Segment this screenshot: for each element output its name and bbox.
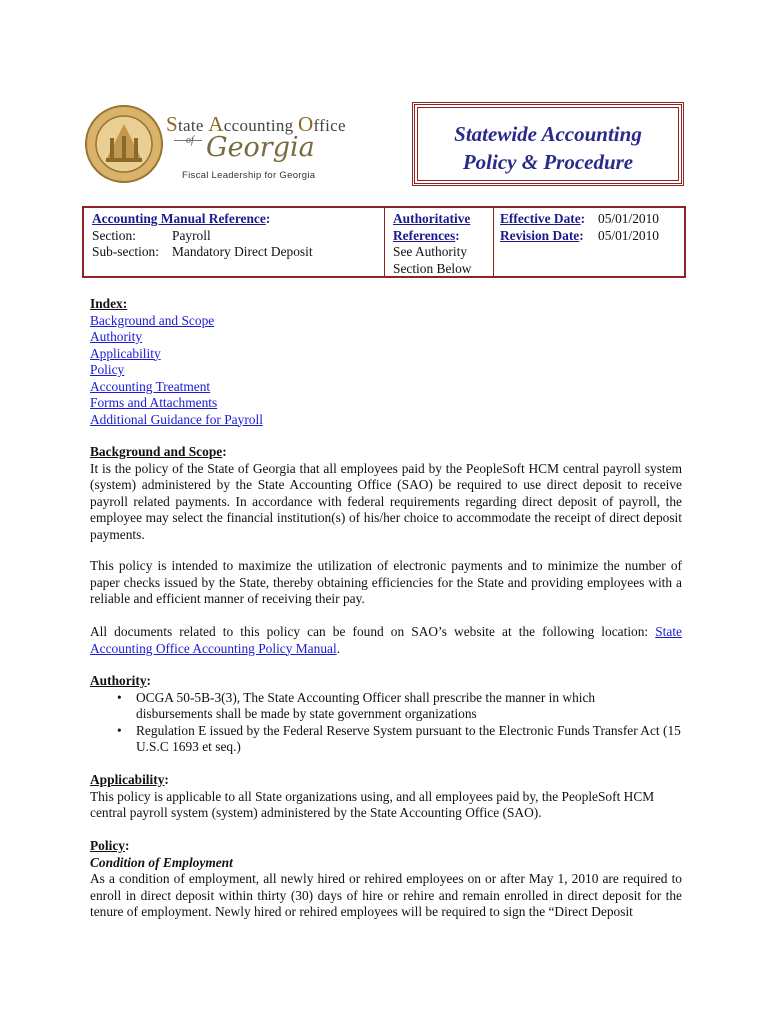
manual-reference-cell: Accounting Manual Reference: Section: Payroll Sub-section: Mandatory Direct Deposit xyxy=(92,211,313,259)
policy-section: Policy: Condition of Employment As a condition of employment, all newly hired or rehired employees on or after May 1, 2010 are required to enroll in direct deposit within thirty (30) days of hire or rehire and remain enrolled in direct deposit for the tenure of employment. Newly hired or rehired employees will be required to sign the “Direct Deposit xyxy=(90,838,682,919)
authoritative-references-cell: Authoritative References: See Authority Section Below xyxy=(384,208,494,276)
background-section: Background and Scope: It is the policy of the State of Georgia that all employees paid by the PeopleSoft HCM central payroll system (system) administered by the State Accounting Office (SAO) be required to use direct deposit to receive payroll related payments. In accordance with federal requirements regarding direct deposit of payroll, the employee may select the financial institution(s) of his/her choice to accommodate the receipt of direct deposit payments. xyxy=(90,444,682,542)
effective-date-label: Effective Date xyxy=(500,211,581,226)
section-value: Payroll xyxy=(172,227,211,243)
index-link-accounting-treatment[interactable]: Accounting Treatment xyxy=(90,378,211,394)
index-heading: Index: xyxy=(90,296,128,311)
policy-manual-link[interactable]: State Accounting Office Accounting Policy Manual xyxy=(90,624,682,656)
index-link-policy[interactable]: Policy xyxy=(90,362,125,377)
subsection-value: Mandatory Direct Deposit xyxy=(172,244,313,259)
document-title-box xyxy=(412,102,684,186)
section-label: Section: xyxy=(92,227,136,243)
applicability-heading: Applicability xyxy=(90,772,165,787)
applicability-text: This policy is applicable to all State organizations using, and all employees paid by, the PeopleSoft HCM central payroll system (system) administered by the State Accounting Office (SAO). xyxy=(90,788,655,820)
background-heading: Background and Scope xyxy=(90,444,223,459)
authority-item-2: • Regulation E issued by the Federal Reserve System pursuant to the Electronic Funds Transfer Act (15 U.S.C 1693 et seq.) xyxy=(90,723,682,756)
authority-section: Authority: • OCGA 50-5B-3(3), The State Accounting Officer shall prescribe the manner in which disbursements shall be made by state government organizations • Regulation E issued by the Federal Reserve System pursuant to the Electronic Funds Transfer Act (15 U.S.C 1693 et seq.) xyxy=(90,673,682,756)
reference-table xyxy=(82,206,686,278)
auth-value-1: See Authority xyxy=(393,244,468,259)
index-link-authority[interactable]: Authority xyxy=(90,329,143,344)
background-paragraph-3: All documents related to this policy can be found on SAO’s website at the following location: State Accounting Office Accounting Policy Manual. xyxy=(90,624,682,656)
applicability-section: Applicability: This policy is applicable to all State organizations using, and all employees paid by, the PeopleSoft HCM central payroll system (system) administered by the State Accounting Office (SAO). xyxy=(90,772,682,822)
revision-date-label: Revision Date xyxy=(500,227,580,243)
logo-of: of xyxy=(186,135,194,146)
title-line-2: Policy & Procedure xyxy=(462,150,634,174)
logo-tagline: Fiscal Leadership for Georgia xyxy=(182,170,316,181)
background-paragraph-2: This policy is intended to maximize the utilization of electronic payments and to minimize the number of paper checks issued by the State, thereby obtaining efficiencies for the State and providing employees with a reliable and efficient manner of receiving their pay. xyxy=(90,558,682,606)
logo-georgia: Georgia xyxy=(206,132,315,163)
policy-text: As a condition of employment, all newly hired or rehired employees on or after May 1, 2010 are required to enroll in direct deposit within thirty (30) days of hire or rehire and remain enrolled in direct deposit for the tenure of employment. Newly hired or rehired employees will be required to sign the “Direct Deposit xyxy=(90,871,682,919)
subsection-label: Sub-section: xyxy=(92,244,159,259)
policy-subheading: Condition of Employment xyxy=(90,854,233,870)
index-link-additional-guidance[interactable]: Additional Guidance for Payroll xyxy=(90,411,263,427)
index-link-background[interactable]: Background and Scope xyxy=(90,312,215,328)
manual-reference-label: Accounting Manual Reference xyxy=(92,211,266,226)
index-link-forms[interactable]: Forms and Attachments xyxy=(90,395,218,410)
index-link-applicability[interactable]: Applicability xyxy=(90,345,161,361)
logo-wordmark xyxy=(166,102,346,188)
documents-text: All documents related to this policy can be found on SAO’s website at the following location: xyxy=(90,624,656,639)
policy-heading: Policy xyxy=(90,838,125,853)
auth-label-2: References xyxy=(393,227,456,243)
auth-label-1: Authoritative xyxy=(393,211,471,226)
index-section xyxy=(90,296,682,428)
dates-cell: Effective Date: 05/01/2010 Revision Date: 05/01/2010 xyxy=(500,211,660,243)
title-line-1: Statewide Accounting xyxy=(454,122,642,146)
auth-value-2: Section Below xyxy=(393,260,472,276)
background-paragraph-1: It is the policy of the State of Georgia that all employees paid by the PeopleSoft HCM central payroll system (system) administered by the State Accounting Office (SAO) be required to use direct deposit to receive payroll related payments. In accordance with federal requirements regarding direct deposit of payroll, the employee may select the financial institution(s) of his/her choice to accommodate the receipt of direct deposit payments. xyxy=(90,460,682,542)
authority-heading: Authority xyxy=(90,673,147,688)
logo-title: State Accounting Office xyxy=(166,112,346,136)
sao-logo xyxy=(84,102,346,188)
georgia-seal-icon xyxy=(84,104,164,184)
revision-date-value: 05/01/2010 xyxy=(598,227,660,243)
authority-item-1: • OCGA 50-5B-3(3), The State Accounting Officer shall prescribe the manner in which disbursements shall be made by state government organizations xyxy=(90,690,682,723)
effective-date-value: 05/01/2010 xyxy=(598,211,660,226)
